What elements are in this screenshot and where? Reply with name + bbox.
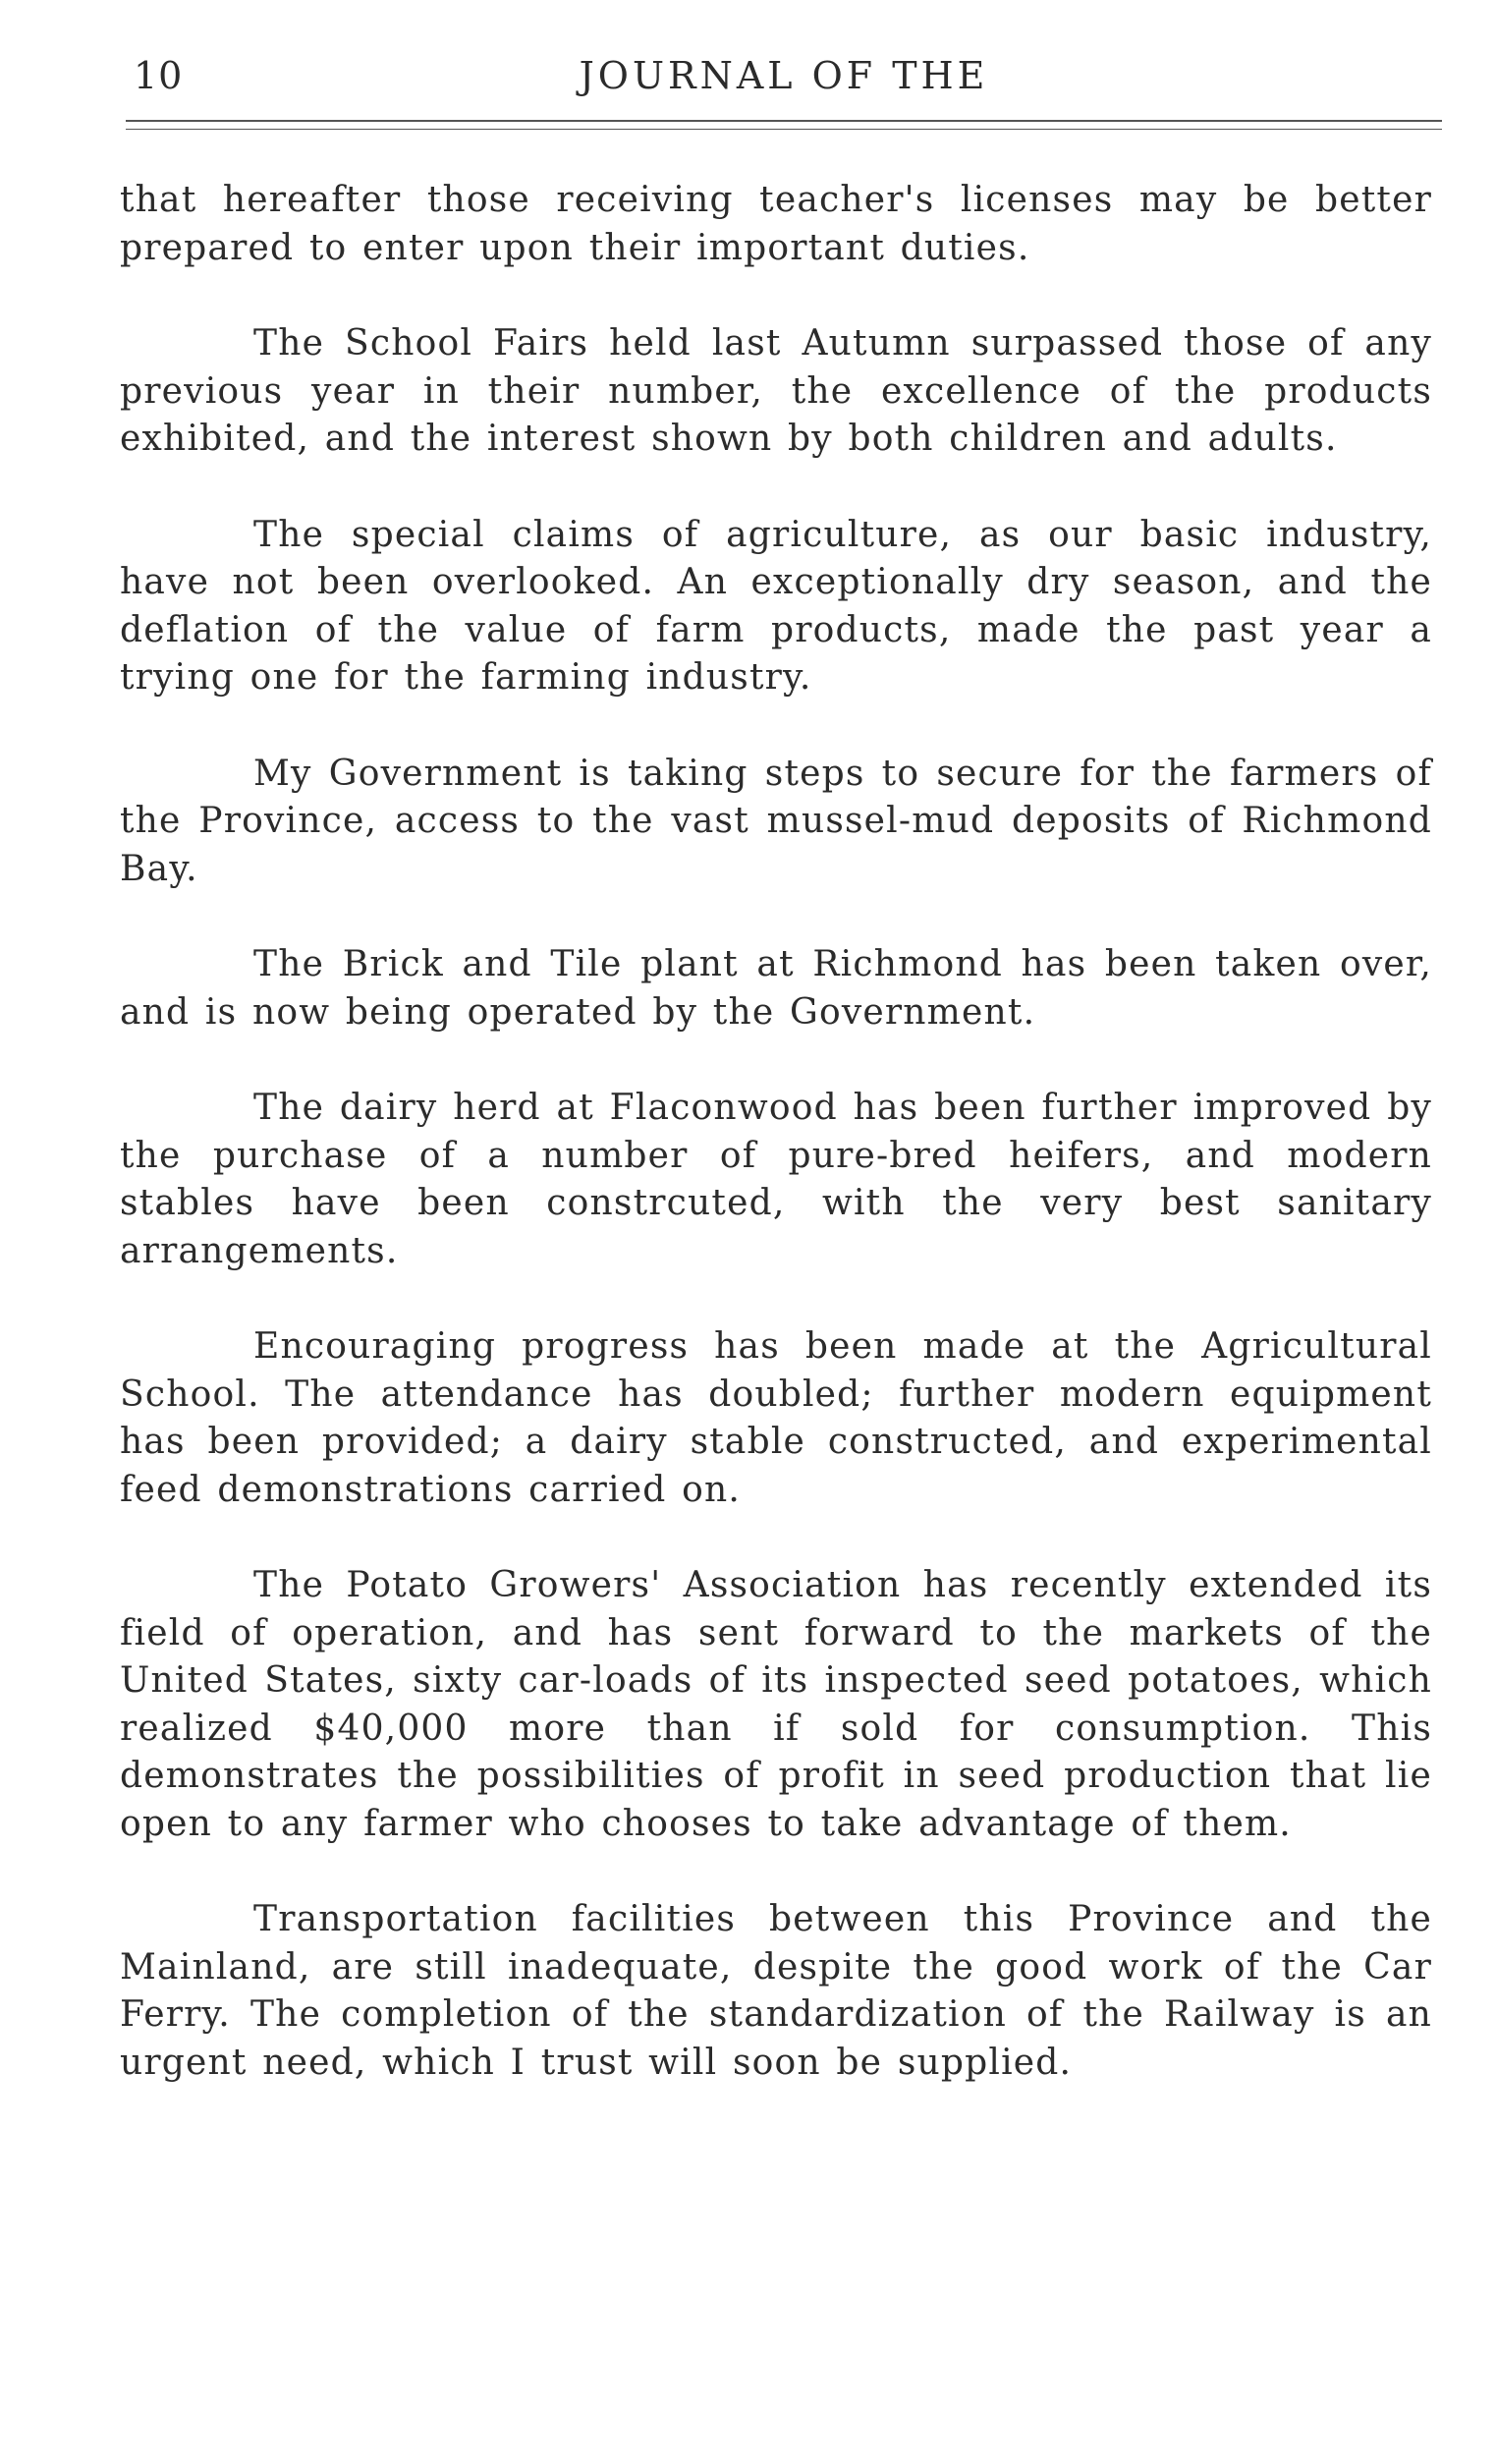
body-text bbox=[120, 177, 1432, 2135]
page-number: 10 bbox=[134, 54, 184, 97]
paragraph-potato-growers: The Potato Growers' Association has recently extended its field of operation, and has sent forward to the markets of the United States, sixty car-loads of its inspected seed potatoes, which realized $40,000 more than if sold for consumption. This demonstrates the possibilities of profit in seed production that lie open to any farmer who chooses to take advantage of them. bbox=[120, 1565, 1432, 1844]
paragraph-transportation: Transportation facilities between this Province and the Mainland, are still inadequate, despite the good work of the Car Ferry. The completion of the standardization of the Railway is an urgent need, which I trust will soon be supplied. bbox=[120, 1899, 1432, 2083]
paragraph-dairy-herd: The dairy herd at Flaconwood has been further improved by the purchase of a number of pure-bred heifers, and modern stables have been constrcuted, with the very best sanitary arrangements. bbox=[120, 1088, 1432, 1271]
paragraph-mussel-mud: My Government is taking steps to secure for the farmers of the Province, access to the vast mussel-mud deposits of Richmond Bay. bbox=[120, 753, 1432, 889]
paragraph-brick-tile: The Brick and Tile plant at Richmond has been taken over, and is now being operated by the Government. bbox=[120, 944, 1432, 1033]
page-header bbox=[126, 54, 1442, 113]
header-rule-bottom bbox=[126, 129, 1442, 130]
paragraph-agriculture: The special claims of agriculture, as our basic industry, have not been overlooked. An exceptionally dry season, and the deflation of the value of farm products, made the past year a trying one for the farming industry. bbox=[120, 514, 1432, 698]
paragraph-agricultural-school: Encouraging progress has been made at the Agricultural School. The attendance has doubled; further modern equipment has been provided; a dairy stable constructed, and experimental feed demonstrations carried on. bbox=[120, 1326, 1432, 1510]
paragraph-school-fairs: The School Fairs held last Autumn surpassed those of any previous year in their number, the excellence of the products exhibited, and the interest shown by both children and adults. bbox=[120, 323, 1432, 459]
header-rule-top bbox=[126, 120, 1442, 122]
paragraph-continued: that hereafter those receiving teacher's licenses may be better prepared to enter upon their important duties. bbox=[120, 180, 1432, 268]
running-head: JOURNAL OF THE bbox=[579, 54, 989, 97]
